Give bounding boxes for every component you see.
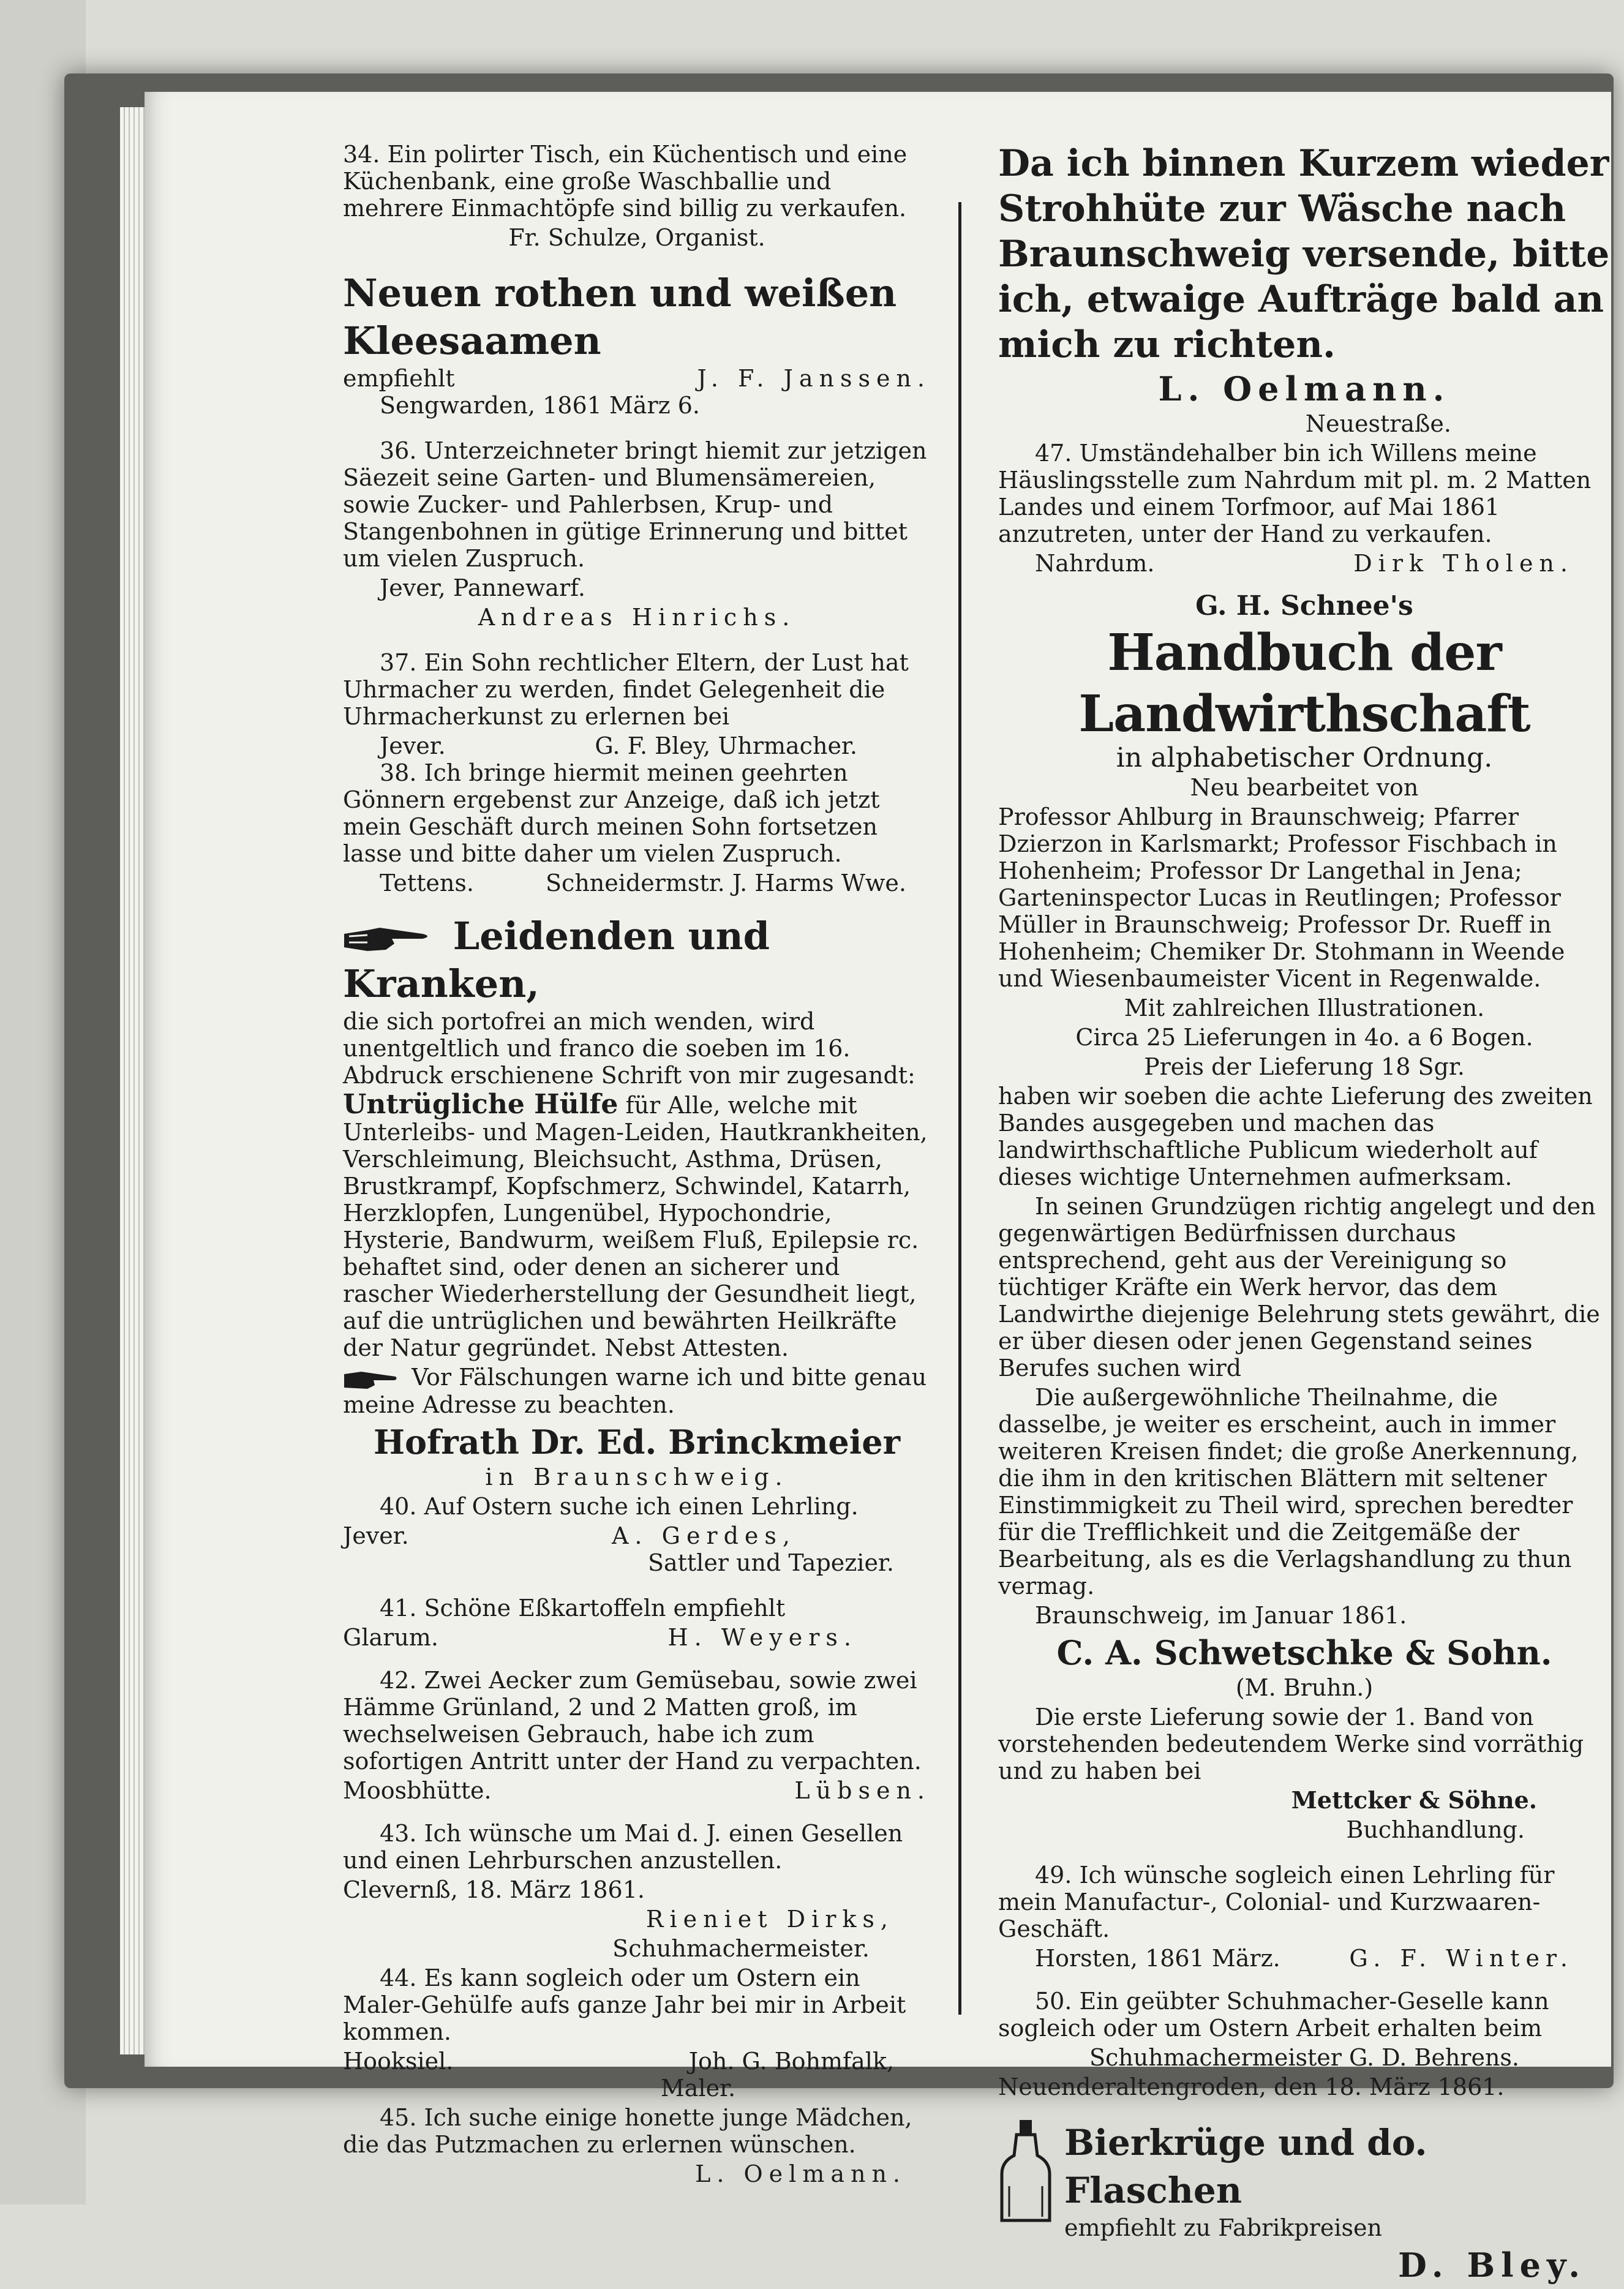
ad-signature: L. Oelmann. xyxy=(695,2160,906,2187)
left-column xyxy=(343,141,931,2190)
ad-booklet-title: Untrügliche Hülfe xyxy=(343,1089,618,1120)
ad-signature: Joh. G. Bohmfalk, xyxy=(688,2047,894,2075)
ad-38 xyxy=(343,759,931,896)
ad-place: Neuenderaltengroden, den 18. März 1861. xyxy=(998,2073,1505,2100)
ad-authors: Professor Ahlburg in Braunschweig; Pfarrer Dzierzon in Karlsmarkt; Professor Fischbach in Hohenheim; Professor Dr Langethal in Jena; Garteninspector Lucas in Reutlingen; Professor Müller in Braunschweig; Professor Dr. Rueff in Hohenheim; Chemiker Dr. Stohmann in Weende und Wiesenbaumeister Vicent in Regenwalde. xyxy=(998,803,1565,992)
ad-body: Die erste Lieferung sowie der 1. Band von vorstehenden bedeutendem Werke sind vorräthig und zu haben bei xyxy=(998,1704,1584,1784)
ad-signature: Schneidermstr. J. Harms Wwe. xyxy=(546,870,906,896)
ad-signature: Lübsen. xyxy=(794,1776,931,1804)
ad-street: Neuestraße. xyxy=(1305,410,1451,437)
column-divider xyxy=(958,202,961,2015)
ad-place: Hooksiel. xyxy=(343,2047,454,2075)
ad-text: 41. Schöne Eßkartoffeln empfiehlt xyxy=(380,1594,786,1622)
ad-34 xyxy=(343,141,931,251)
ad-publisher-top: G. H. Schnee's xyxy=(1195,590,1413,622)
ad-36 xyxy=(343,437,931,631)
ad-place: Nahrdum. xyxy=(1035,550,1155,577)
ad-book-title: Handbuch der Landwirthschaft xyxy=(1078,623,1530,743)
ad-heading: Bierkrüge und do. Flaschen xyxy=(1064,2122,1427,2211)
ad-text: 36. Unterzeichneter bringt hiemit zur jetzigen Säezeit seine Garten- und Blumensämereien, sowie Zucker- und Pahlerbsen, Krup- und Stangenbohnen in gütige Erinnerung und bittet um vielen Zuspruch. xyxy=(343,437,927,572)
ad-name: Hofrath Dr. Ed. Brinckmeier xyxy=(373,1422,901,1462)
ad-place: Tettens. xyxy=(380,870,474,896)
ad-text: 47. Umständehalber bin ich Willens meine Häuslingsstelle zum Nahrdum mit pl. m. 2 Matten Landes und einem Torfmoor, auf Mai 1861 anzutreten, unter der Hand zu verkaufen. xyxy=(998,440,1592,547)
ad-signature: Rieniet Dirks, xyxy=(645,1905,894,1933)
ad-text: Da ich binnen Kurzem wieder Strohhüte zur Wäsche nach Braunschweig versende, bitte ich, etwaige Aufträge bald an mich zu richten. xyxy=(998,142,1610,366)
ad-place: Horsten, 1861 März. xyxy=(1035,1945,1280,1972)
ad-heading: Neuen rothen und weißen Kleesaamen xyxy=(343,271,897,363)
ad-date: Braunschweig, im Januar 1861. xyxy=(1035,1602,1407,1629)
ad-signature: Schuhmachermeister G. D. Behrens. xyxy=(1089,2044,1520,2071)
ad-text: 50. Ein geübter Schuhmacher-Geselle kann sogleich oder um Ostern Arbeit erhalten beim xyxy=(998,1988,1549,2042)
ad-signature: H. Weyers. xyxy=(667,1623,857,1651)
ad-46 xyxy=(998,141,1611,437)
ad-text: die sich portofrei an mich wenden, wird unentgeltlich und franco die soeben im 16. Abdruck erschienene Schrift von mir zugesandt: xyxy=(343,1008,915,1089)
ad-42 xyxy=(343,1667,931,1804)
ad-text: für Alle, welche mit Unterleibs- und Magen-Leiden, Hautkrankheiten, Verschleimung, Bleichsucht, Asthma, Drüsen, Brustkrampf, Kopfschmerz, Schwindel, Katarrh, Herzklopfen, Lungenübel, Hypochondrie, Hysterie, Bandwurm, weißem Fluß, Epilepsie rc. behaftet sind, oder denen an sicherer und rascher Wiederherstellung der Gesundheit liegt, auf die untrüglichen und bewährten Heilkräfte der Natur gegründet. Nebst Attesten. xyxy=(343,1092,928,1361)
ad-body: haben wir soeben die achte Lieferung des zweiten Bandes ausgegeben und machen das landwirthschaftliche Publicum wiederholt auf dieses wichtige Unternehmen aufmerksam. xyxy=(998,1083,1593,1190)
ad-place: Jever. xyxy=(343,1522,409,1549)
right-column xyxy=(998,141,1611,2289)
ad-seller: Mettcker & Söhne. xyxy=(1291,1786,1537,1814)
ad-place: Clevernß, 18. März 1861. xyxy=(343,1876,645,1903)
ad-41 xyxy=(343,1595,931,1651)
ad-role: Sattler und Tapezier. xyxy=(647,1549,894,1576)
ad-heading: Leidenden und Kranken, xyxy=(343,914,770,1006)
ad-39 xyxy=(343,912,931,1490)
bottle-icon xyxy=(998,2119,1053,2223)
ad-role: Schuhmachermeister. xyxy=(612,1934,870,1962)
ad-place: Sengwarden, 1861 März 6. xyxy=(380,392,700,419)
ad-text: 43. Ich wünsche um Mai d. J. einen Gesellen und einen Lehrburschen anzustellen. xyxy=(343,1819,903,1874)
ad-signature: Fr. Schulze, Organist. xyxy=(508,224,765,251)
ad-signature: G. F. Bley, Uhrmacher. xyxy=(595,732,857,759)
ad-35 xyxy=(343,269,931,419)
ad-signature: A. Gerdes, xyxy=(611,1522,796,1549)
ad-48 xyxy=(998,590,1611,1843)
ad-subtitle: in alphabetischer Ordnung. xyxy=(1116,742,1493,773)
ad-text: 37. Ein Sohn rechtlicher Eltern, der Lust hat Uhrmacher zu werden, findet Gelegenheit die Uhrmacherkunst zu erlernen bei xyxy=(343,649,909,730)
ad-seller-sub: Buchhandlung. xyxy=(1346,1816,1525,1843)
ad-50 xyxy=(998,1988,1611,2100)
ad-warning: Vor Fälschungen warne ich und bitte genau meine Adresse zu beachten. xyxy=(343,1364,927,1418)
ad-text: 40. Auf Ostern suche ich einen Lehrling. xyxy=(380,1492,859,1520)
ad-signature: Dirk Tholen. xyxy=(1353,550,1574,577)
ad-text: empfiehlt zu Fabrikpreisen xyxy=(1064,2214,1382,2241)
ad-body: Die außergewöhnliche Theilnahme, die dasselbe, je weiter es erscheint, auch in immer weiteren Kreisen findet; die große Anerkennung, die ihm in den kritischen Blättern mit seltener Einstimmigkeit zu Theil wird, sprechen beredter für die Trefflichkeit und die Zeitgemäße der Bearbeitung, als es die Verlagshandlung zu thun vermag. xyxy=(998,1384,1579,1599)
ad-44 xyxy=(343,1964,931,2102)
ad-signature: J. F. Janssen. xyxy=(697,365,931,392)
ad-parts: Circa 25 Lieferungen in 4o. a 6 Bogen. xyxy=(1075,1024,1533,1051)
ad-place: Jever, Pannewarf. xyxy=(380,574,585,601)
pointing-hand-small-icon xyxy=(343,1368,398,1391)
ad-price: Preis der Lieferung 18 Sgr. xyxy=(1144,1053,1465,1080)
ad-37 xyxy=(343,649,931,759)
ad-43 xyxy=(343,1820,931,1962)
ad-place: Jever. xyxy=(380,732,446,759)
ad-text: 42. Zwei Aecker zum Gemüsebau, sowie zwei Hämme Grünland, 2 und 2 Matten groß, im wechselweisen Gebrauch, habe ich zum sofortigen Antritt unter der Hand zu verpachten. xyxy=(343,1666,922,1775)
ad-45 xyxy=(343,2104,931,2187)
ad-text: 34. Ein polirter Tisch, ein Küchentisch und eine Küchenbank, eine große Waschballie und mehrere Einmachtöpfe sind billig zu verkaufen. xyxy=(343,141,908,222)
ad-text: 49. Ich wünsche sogleich einen Lehrling für mein Manufactur-, Colonial- und Kurzwaaren-Geschäft. xyxy=(998,1862,1555,1942)
ad-text: 45. Ich suche einige honette junge Mädchen, die das Putzmachen zu erlernen wünschen. xyxy=(343,2103,912,2158)
ad-signature: G. F. Winter. xyxy=(1349,1945,1574,1972)
ad-signature: D. Bley. xyxy=(1398,2246,1586,2285)
page-edges xyxy=(120,107,145,2054)
ad-edited: Neu bearbeitet von xyxy=(1190,774,1419,801)
ad-role: Maler. xyxy=(660,2074,736,2102)
pointing-hand-icon xyxy=(343,925,435,953)
ad-47 xyxy=(998,440,1611,577)
ad-place: Glarum. xyxy=(343,1623,438,1651)
ad-publisher-sub: (M. Bruhn.) xyxy=(1235,1674,1374,1701)
ad-city: in Braunschweig. xyxy=(485,1463,789,1490)
ad-signature: Andreas Hinrichs. xyxy=(478,604,796,631)
ad-lead: empfiehlt xyxy=(343,365,455,392)
ad-body: In seinen Grundzügen richtig angelegt und den gegenwärtigen Bedürfnissen durchaus entsprechend, geht aus der Vereinigung so tüchtiger Kräfte ein Werk hervor, das dem Landwirthe diejenige Belehrung stets gewährt, die er über diesen oder jenen Gegenstand seines Berufes suchen wird xyxy=(998,1193,1600,1381)
ad-place: Moosbhütte. xyxy=(343,1776,492,1804)
ad-40 xyxy=(343,1493,931,1576)
ad-text: 38. Ich bringe hiermit meinen geehrten Gönnern ergebenst zur Anzeige, daß ich jetzt mein Geschäft durch meinen Sohn fortsetzen lasse und bitte daher um vielen Zuspruch. xyxy=(343,759,880,867)
ad-51 xyxy=(998,2119,1611,2289)
ad-49 xyxy=(998,1862,1611,1972)
ad-text: 44. Es kann sogleich oder um Ostern ein Maler-Gehülfe aufs ganze Jahr bei mir in Arbeit kommen. xyxy=(343,1964,906,2045)
ad-illustrations: Mit zahlreichen Illustrationen. xyxy=(1124,994,1485,1021)
ad-signature: L. Oelmann. xyxy=(1158,369,1451,408)
ad-publisher: C. A. Schwetschke & Sohn. xyxy=(1056,1633,1552,1672)
